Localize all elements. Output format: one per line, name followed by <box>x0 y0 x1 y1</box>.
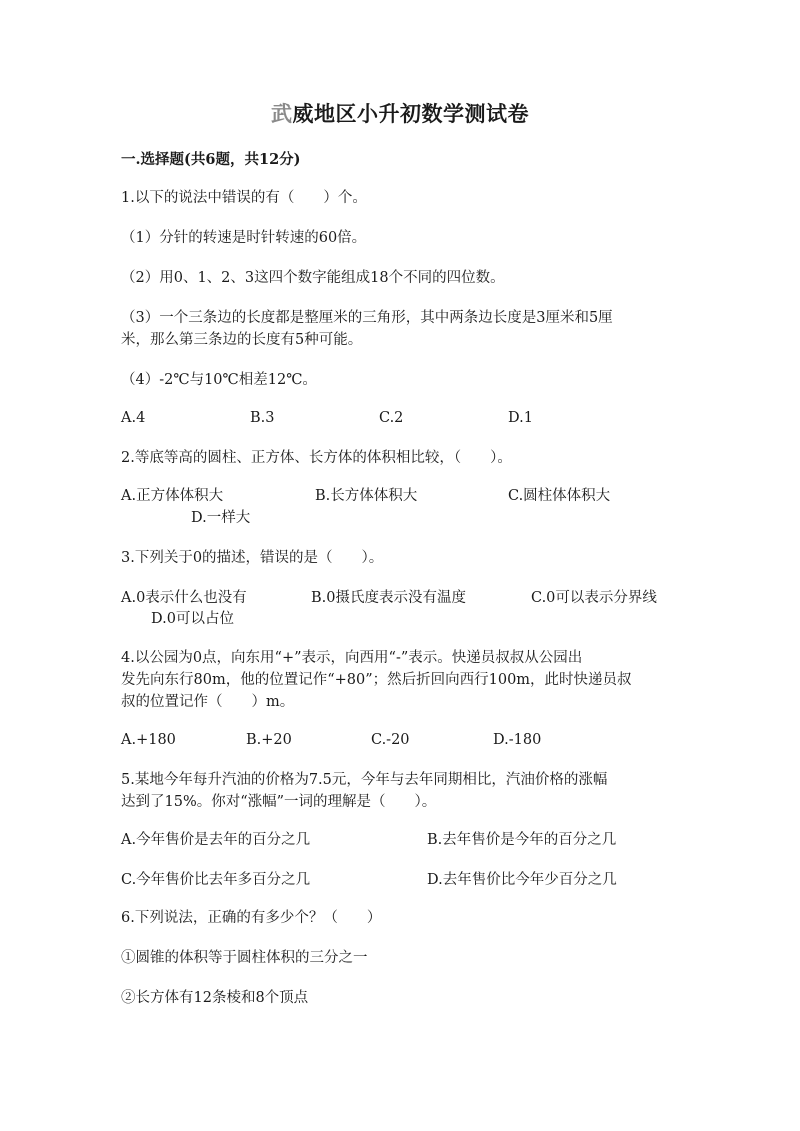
question-2-option-c: C.圆柱体体积大 <box>508 488 611 504</box>
question-1-option-b: B.3 <box>250 410 275 426</box>
question-3-stem: 3.下列关于0的描述，错误的是（ ）。 <box>121 550 384 566</box>
question-4-option-c: C.-20 <box>371 732 410 748</box>
section-heading: 一.选择题(共6题，共12分) <box>121 151 301 168</box>
question-1-statement-3-line-1: （3）一个三条边的长度都是整厘米的三角形，其中两条边长度是3厘米和5厘 <box>121 310 613 326</box>
question-4-line-2: 发先向东行80m，他的位置记作“+80”；然后折回向西行100m，此时快递员叔 <box>121 672 632 688</box>
question-2-option-d: D.一样大 <box>191 510 251 526</box>
question-4-option-a: A.+180 <box>121 732 176 748</box>
question-3-option-d: D.0可以占位 <box>151 611 234 627</box>
question-3-option-b: B.0摄氏度表示没有温度 <box>311 590 466 606</box>
question-4-option-b: B.+20 <box>246 732 292 748</box>
page-title <box>0 98 800 128</box>
question-2-option-a: A.正方体体积大 <box>121 488 224 504</box>
question-2-stem: 2.等底等高的圆柱、正方体、长方体的体积相比较，（ ）。 <box>121 450 512 466</box>
question-6-stem: 6.下列说法，正确的有多少个？（ ） <box>121 910 382 926</box>
question-5-option-a: A.今年售价是去年的百分之几 <box>121 832 311 848</box>
question-4-line-1: 4.以公园为0点，向东用“+”表示，向西用“-”表示。快递员叔叔从公园出 <box>121 650 583 666</box>
question-3-option-a: A.0表示什么也没有 <box>121 590 247 606</box>
question-1-option-c: C.2 <box>379 410 404 426</box>
question-5-option-b: B.去年售价是今年的百分之几 <box>427 832 617 848</box>
question-2-option-b: B.长方体体积大 <box>315 488 418 504</box>
question-1-statement-1: （1）分针的转速是时针转速的60倍。 <box>121 230 367 246</box>
question-5-option-d: D.去年售价比今年少百分之几 <box>427 872 617 888</box>
question-4-line-3: 叔的位置记作（ ）m。 <box>121 694 295 710</box>
question-1-stem: 1.以下的说法中错误的有（ ）个。 <box>121 190 367 206</box>
title-rest: 威地区小升初数学测试卷 <box>292 101 529 126</box>
question-5-line-2: 达到了15%。你对“涨幅”一词的理解是（ ）。 <box>121 794 437 810</box>
question-1-option-a: A.4 <box>121 410 146 426</box>
question-1-statement-2: （2）用0、1、2、3这四个数字能组成18个不同的四位数。 <box>121 270 505 286</box>
question-1-statement-4: （4）-2℃与10℃相差12℃。 <box>121 372 317 388</box>
question-3-option-c: C.0可以表示分界线 <box>531 590 657 606</box>
question-4-option-d: D.-180 <box>493 732 542 748</box>
question-1-option-d: D.1 <box>508 410 533 426</box>
title-first-char: 武 <box>271 101 293 126</box>
question-5-option-c: C.今年售价比去年多百分之几 <box>121 872 311 888</box>
question-5-line-1: 5.某地今年每升汽油的价格为7.5元，今年与去年同期相比，汽油价格的涨幅 <box>121 772 608 788</box>
question-6-statement-2: ②长方体有12条棱和8个顶点 <box>121 990 309 1006</box>
question-1-statement-3-line-2: 米，那么第三条边的长度有5种可能。 <box>121 332 363 348</box>
question-6-statement-1: ①圆锥的体积等于圆柱体积的三分之一 <box>121 950 368 966</box>
